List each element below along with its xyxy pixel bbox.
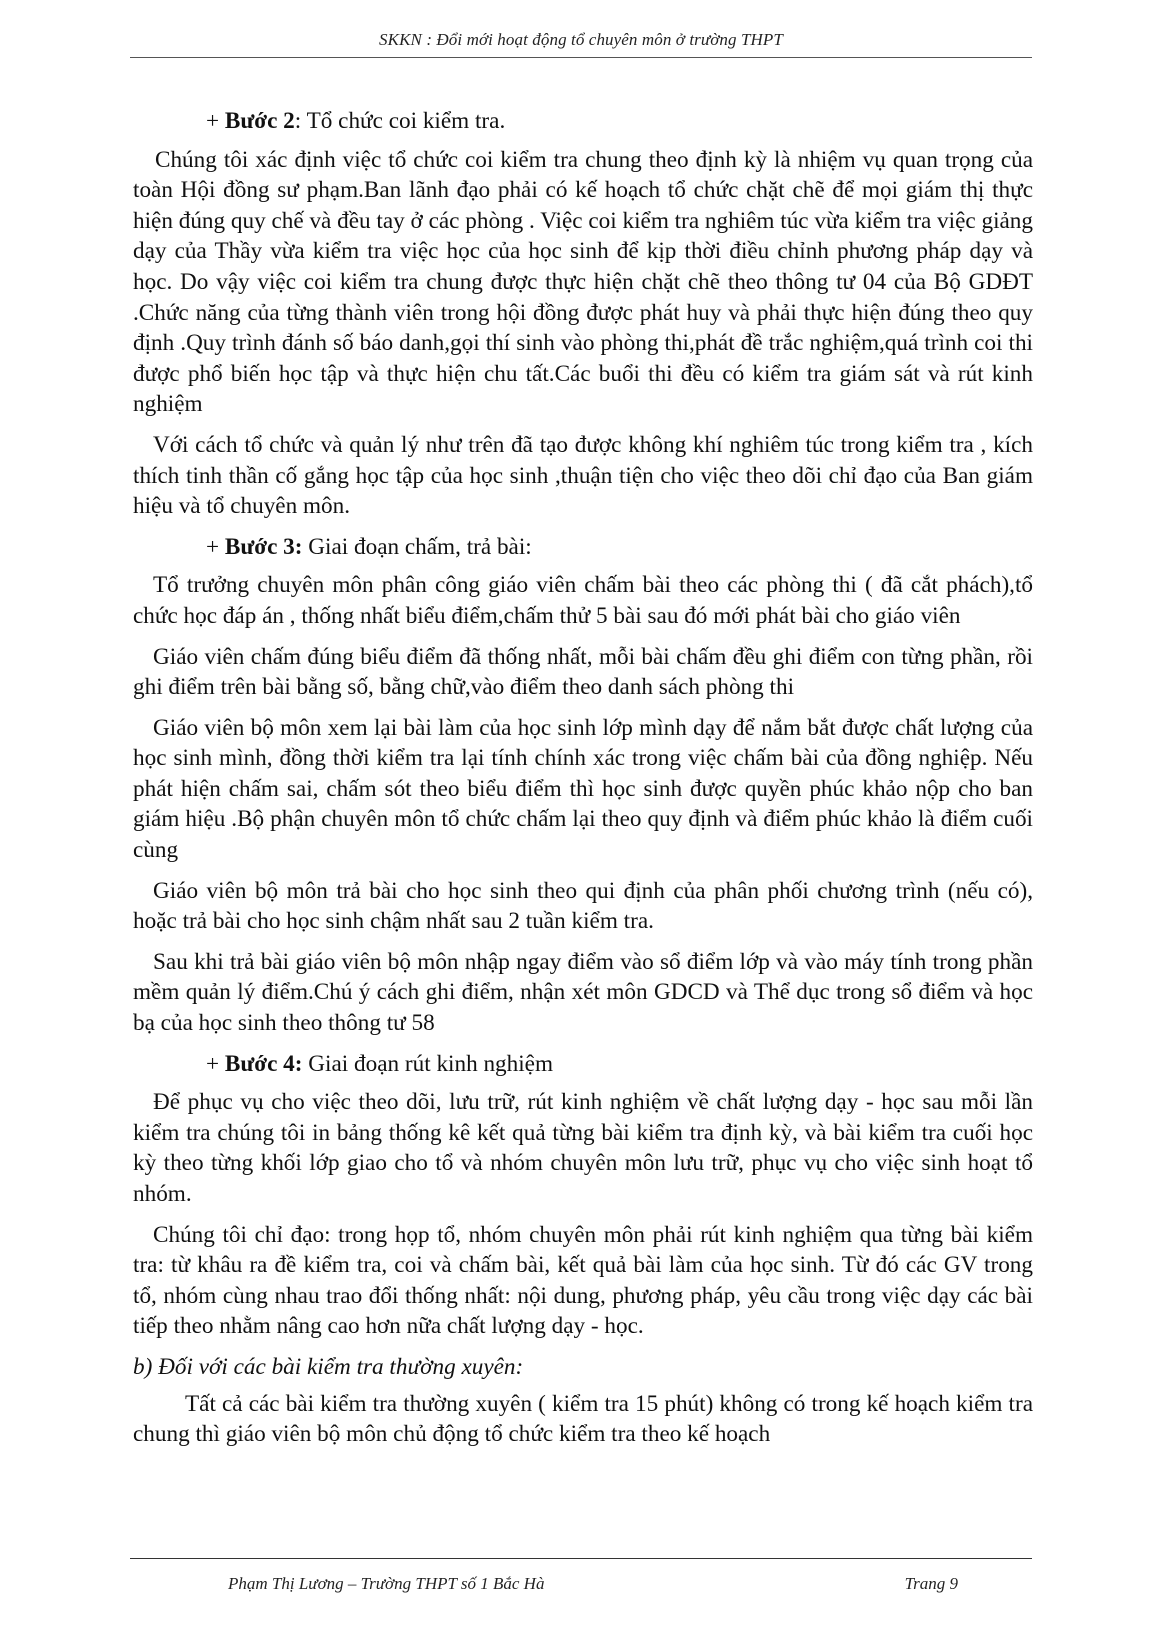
step-prefix: + [206,1050,225,1077]
paragraph: Sau khi trả bài giáo viên bộ môn nhập ngay điểm vào sổ điểm lớp và vào máy tính trong phần mềm quản lý điểm.Chú ý cách ghi điểm, nhận xét môn GDCD và Thể dục trong sổ điểm và học bạ của học sinh theo thông tư 58 [133,948,1033,1037]
paragraph: Với cách tổ chức và quản lý như trên đã tạo được không khí nghiêm túc trong kiểm tra , kích thích tinh thần cố gắng học tập của học sinh ,thuận tiện cho việc theo dõi chỉ đạo của Ban giám hiệu và tổ chuyên môn. [133,431,1033,520]
step-3-heading [133,532,1033,563]
footer-author: Phạm Thị Lương – Trường THPT số 1 Bắc Hà [228,1574,545,1593]
paragraph: Tổ trưởng chuyên môn phân công giáo viên chấm bài theo các phòng thi ( đã cắt phách),tổ chức học đáp án , thống nhất biểu điểm,chấm thử 5 bài sau đó mới phát bài cho giáo viên [133,572,1033,629]
paragraph: Tất cả các bài kiểm tra thường xuyên ( kiểm tra 15 phút) không có trong kế hoạch kiểm tra chung thì giáo viên bộ môn chủ động tổ chức kiểm tra theo kế hoạch [133,1390,1033,1448]
paragraph: Giáo viên bộ môn xem lại bài làm của học sinh lớp mình dạy để nắm bắt được chất lượng của học sinh mình, đồng thời kiểm tra lại tính chính xác trong việc chấm bài của đồng nghiệp. Nếu phát hiện chấm sai, chấm sót theo biểu điểm thì học sinh được quyền phúc khảo nộp cho ban giám hiệu .Bộ phận chuyên môn tổ chức chấm lại theo quy định và điểm phúc khảo là điểm cuối cùng [133,714,1033,864]
step-2-heading [133,106,1033,137]
paragraph: Chúng tôi chỉ đạo: trong họp tổ, nhóm chuyên môn phải rút kinh nghiệm qua từng bài kiểm tra: từ khâu ra đề kiểm tra, coi và chấm bài, kết quả bài làm của học sinh. Từ đó các GV trong tổ, nhóm cùng nhau trao đổi thống nhất: nội dung, phương pháp, yêu cầu trong việc dạy các bài tiếp theo nhằm nâng cao hơn nữa chất lượng dạy - học. [133,1221,1033,1340]
step-label: Bước 3: [224,533,303,560]
page-footer [228,1574,958,1594]
paragraph: Để phục vụ cho việc theo dõi, lưu trữ, rút kinh nghiệm về chất lượng dạy - học sau mỗi lần kiểm tra chúng tôi in bảng thống kê kết quả từng bài kiểm tra định kỳ, và bài kiểm tra cuối học kỳ theo từng khối lớp giao cho tổ và nhóm chuyên môn lưu trữ, phục vụ cho việc sinh hoạt tổ nhóm. [133,1089,1033,1207]
paragraph: Giáo viên bộ môn trả bài cho học sinh theo qui định của phân phối chương trình (nếu có), hoặc trả bài cho học sinh chậm nhất sau 2 tuần kiểm tra. [133,877,1033,935]
subheading-b: b) Đối với các bài kiểm tra thường xuyên: [133,1353,524,1380]
paragraph: Giáo viên chấm đúng biểu điểm đã thống nhất, mỗi bài chấm đều ghi điểm con từng phần, rồi ghi điểm trên bài bằng số, bằng chữ,vào điểm theo danh sách phòng thi [133,643,1033,701]
header-divider [130,57,1032,58]
page-number: Trang 9 [904,1574,958,1593]
paragraph: Chúng tôi xác định việc tổ chức coi kiểm tra chung theo định kỳ là nhiệm vụ quan trọng của toàn Hội đồng sư phạm.Ban lãnh đạo phải có kế hoạch tổ chức chặt chẽ để mọi giám thị thực hiện đúng quy chế và đều tay ở các phòng . Việc coi kiểm tra nghiêm túc vừa kiểm tra việc giảng dạy của Thầy vừa kiểm tra việc học của học sinh để kịp thời điều chỉnh phương pháp dạy và học. Do vậy việc coi kiểm tra chung được thực hiện chặt chẽ theo thông tư 04 của Bộ GDĐT .Chức năng của từng thành viên trong hội đồng được phát huy và phải thực hiện đúng theo quy định .Quy trình đánh số báo danh,gọi thí sinh vào phòng thi,phát đề trắc nghiệm,quá trình coi thi được phổ biến học tập và thực hiện chu tất.Các buổi thi đều có kiểm tra giám sát và rút kinh nghiệm [133,146,1033,418]
step-label: Bước 4: [224,1050,303,1077]
step-sep: : [294,108,307,134]
step-prefix: + [206,108,225,134]
footer-divider [130,1558,1032,1559]
page-header: SKKN : Đổi mới hoạt động tổ chuyên môn ở trường THPT [379,30,783,49]
step-title: Giai đoạn rút kinh nghiệm [308,1050,554,1077]
step-title: Tổ chức coi kiểm tra. [306,108,506,134]
step-title: Giai đoạn chấm, trả bài: [308,533,532,560]
document-body [133,106,1033,1460]
step-4-heading [133,1049,1033,1080]
step-prefix: + [206,533,225,560]
step-label: Bước 2 [224,108,295,134]
